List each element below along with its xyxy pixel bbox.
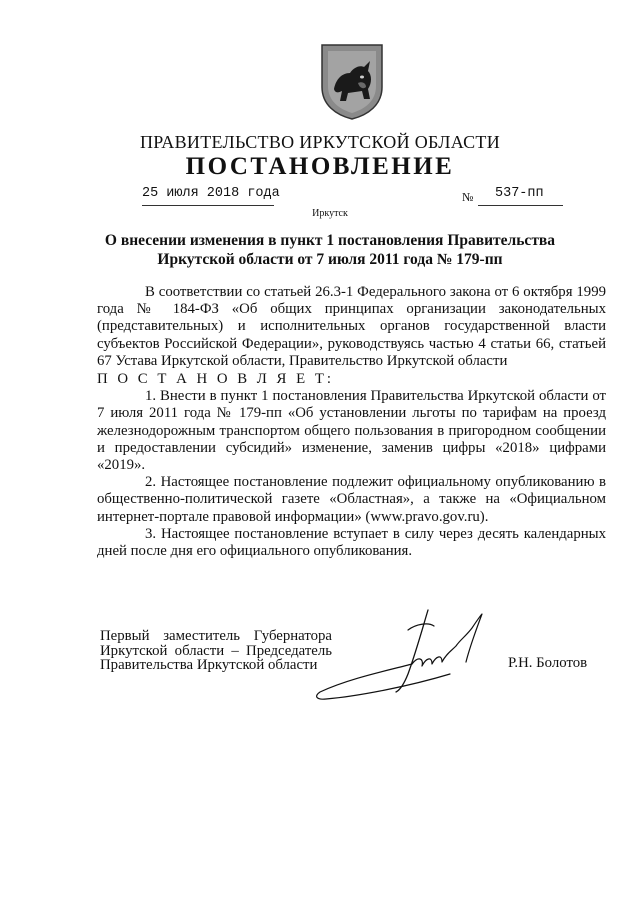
document-body	[97, 284, 606, 560]
city-name: Иркутск	[312, 208, 348, 219]
signer-name: Р.Н. Болотов	[508, 655, 588, 671]
date-underline	[142, 205, 274, 206]
preamble-paragraph: В соответствии со статьей 26.3-1 Федерального закона от 6 октября 1999 года № 184-ФЗ «Об общих принципах организации законодательных (представительных) и исполнительных органов государственной власти субъектов Российской Федерации», руководствуясь частью 4 статьи 66, статьей 67 Устава Иркутской области, Правительство Иркутской области	[97, 284, 606, 369]
position-line-2: Иркутской области – Председатель	[100, 642, 332, 659]
document-number: 537-пп	[495, 186, 544, 201]
title-line-1: О внесении изменения в пункт 1 постановления Правительства	[104, 232, 556, 249]
document-type: ПОСТАНОВЛЕНИЕ	[185, 153, 455, 180]
organization-name: ПРАВИТЕЛЬСТВО ИРКУТСКОЙ ОБЛАСТИ	[139, 132, 501, 152]
coat-of-arms-icon	[318, 43, 386, 121]
item-2-paragraph: 2. Настоящее постановление подлежит официальному опубликованию в общественно-политической газете «Областная», а также на «Официальном интернет-портале правовой информации» (www.pravo.gov.ru).	[97, 474, 606, 525]
item-3-paragraph: 3. Настоящее постановление вступает в силу через десять календарных дней после дня его официального опубликования.	[97, 525, 606, 560]
position-line-3: Правительства Иркутской области	[100, 657, 318, 673]
document-title	[100, 231, 560, 269]
position-line-1: Первый заместитель Губернатора	[100, 628, 332, 644]
number-label: №	[462, 190, 474, 204]
item-1-paragraph: 1. Внести в пункт 1 постановления Правительства Иркутской области от 7 июля 2011 года № 179-пп «Об установлении льготы по тарифам на проезд железнодорожным транспортом общего пользования в пригородном сообщении и предоставлении субсидий» изменение, заменив цифры «2018» цифрами «2019».	[97, 388, 606, 474]
handwritten-signature	[300, 600, 510, 710]
decree-word: П О С Т А Н О В Л Я Е Т:	[97, 371, 334, 388]
document-date: 25 июля 2018 года	[142, 186, 280, 201]
signatory-position	[100, 629, 332, 673]
title-line-2: Иркутской области от 7 июля 2011 года № 179-пп	[157, 251, 503, 268]
number-underline	[478, 205, 563, 206]
